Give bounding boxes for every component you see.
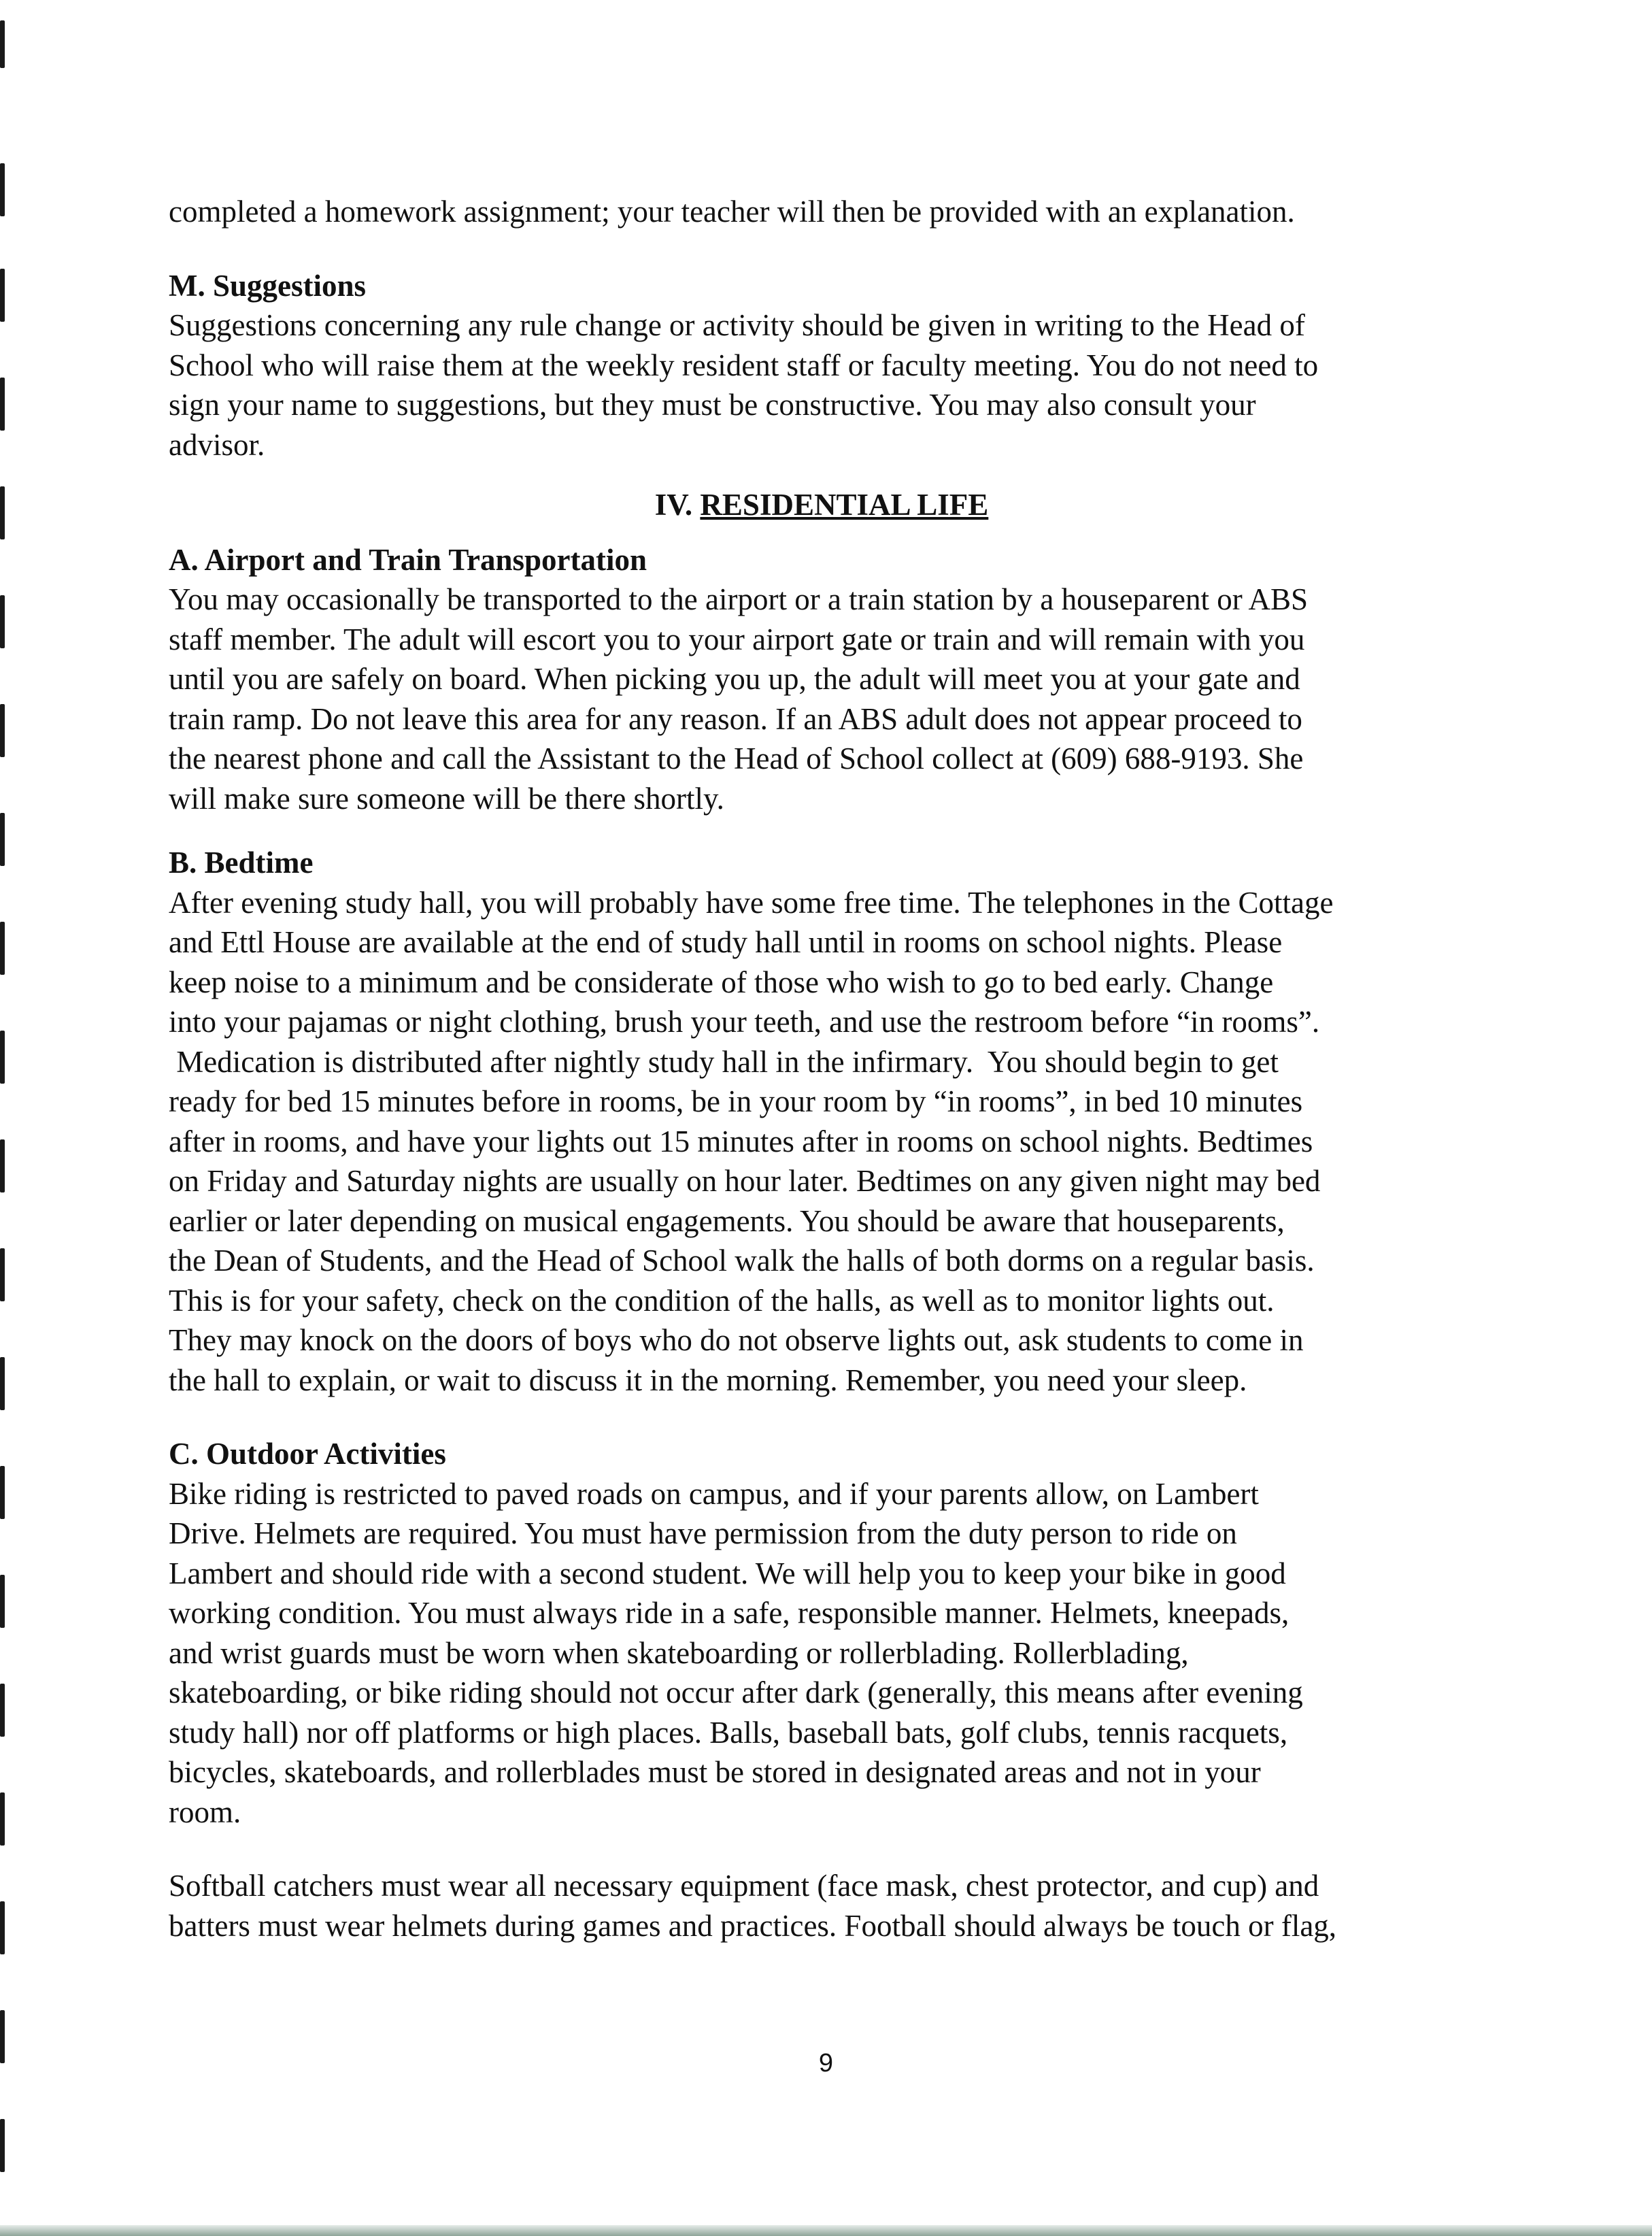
section-heading: B. Bedtime <box>169 846 314 880</box>
text-line: until you are safely on board. When picking you up, the adult will meet you at your gate and <box>169 662 1300 696</box>
binding-mark <box>0 378 5 431</box>
binding-mark <box>0 595 5 648</box>
airport-section <box>169 540 1474 819</box>
text-line: keep noise to a minimum and be considerate of those who wish to go to bed early. Change <box>169 965 1274 999</box>
text-line: Bike riding is restricted to paved roads on campus, and if your parents allow, on Lambert <box>169 1476 1259 1511</box>
text-line: earlier or later depending on musical engagements. You should be aware that houseparents, <box>169 1203 1285 1238</box>
intro-paragraph <box>169 192 1474 232</box>
text-line: on Friday and Saturday nights are usually on hour later. Bedtimes on any given night may bed <box>169 1164 1321 1198</box>
binding-mark <box>0 269 5 322</box>
binding-mark <box>0 1792 5 1846</box>
binding-mark <box>0 704 5 757</box>
text-line: the hall to explain, or wait to discuss it in the morning. Remember, you need your sleep. <box>169 1363 1247 1397</box>
binding-mark <box>0 1248 5 1301</box>
binding-mark <box>0 1901 5 1954</box>
text-line: Medication is distributed after nightly study hall in the infirmary. You should begin to get <box>169 1044 1279 1079</box>
binding-mark <box>0 2119 5 2172</box>
text-line: School who will raise them at the weekly resident staff or faculty meeting. You do not need to <box>169 348 1319 382</box>
text-line: ready for bed 15 minutes before in rooms, be in your room by “in rooms”, in bed 10 minutes <box>169 1084 1303 1118</box>
text-line: sign your name to suggestions, but they must be constructive. You may also consult your <box>169 388 1256 422</box>
chapter-number: IV. <box>654 488 693 522</box>
text-line: study hall) nor off platforms or high places. Balls, baseball bats, golf clubs, tennis racquets, <box>169 1715 1288 1750</box>
bedtime-section <box>169 843 1474 1400</box>
text-line: after in rooms, and have your lights out 15 minutes after in rooms on school nights. Bedtimes <box>169 1124 1313 1158</box>
suggestions-section <box>169 266 1474 465</box>
text-line: bicycles, skateboards, and rollerblades must be stored in designated areas and not in your <box>169 1755 1261 1789</box>
text-line: This is for your safety, check on the condition of the halls, as well as to monitor lights out. <box>169 1283 1275 1318</box>
outdoor-section <box>169 1434 1474 1946</box>
text-line: room. <box>169 1795 241 1829</box>
text-line: skateboarding, or bike riding should not occur after dark (generally, this means after evening <box>169 1675 1303 1709</box>
page-bottom-edge <box>0 2225 1652 2236</box>
text-line: will make sure someone will be there shortly. <box>169 781 724 816</box>
binding-mark <box>0 163 5 216</box>
text-line: staff member. The adult will escort you to your airport gate or train and will remain with you <box>169 622 1305 656</box>
text-line: Lambert and should ride with a second student. We will help you to keep your bike in good <box>169 1556 1286 1590</box>
text-line: and Ettl House are available at the end of study hall until in rooms on school nights. Please <box>169 925 1283 959</box>
text-line: completed a homework assignment; your teacher will then be provided with an explanation. <box>169 195 1295 229</box>
text-line: Softball catchers must wear all necessary equipment (face mask, chest protector, and cup) and <box>169 1869 1319 1903</box>
binding-mark <box>0 1357 5 1410</box>
text-line: They may knock on the doors of boys who do not observe lights out, ask students to come in <box>169 1323 1304 1357</box>
chapter-title <box>169 485 1474 525</box>
binding-mark <box>0 486 5 539</box>
binding-mark <box>0 1684 5 1737</box>
text-line: Suggestions concerning any rule change or activity should be given in writing to the Head of <box>169 308 1305 342</box>
binding-mark <box>0 1031 5 1084</box>
section-heading: A. Airport and Train Transportation <box>169 542 647 577</box>
section-heading: C. Outdoor Activities <box>169 1437 446 1471</box>
binding-mark <box>0 1575 5 1628</box>
text-line: train ramp. Do not leave this area for any reason. If an ABS adult does not appear proceed to <box>169 701 1302 736</box>
text-line: After evening study hall, you will probably have some free time. The telephones in the Cottage <box>169 885 1334 920</box>
page-number: 9 <box>818 2049 834 2078</box>
text-line: the Dean of Students, and the Head of School walk the halls of both dorms on a regular basis. <box>169 1244 1315 1278</box>
binding-mark <box>0 813 5 866</box>
binding-mark <box>0 1466 5 1519</box>
binding-mark <box>0 20 5 68</box>
text-line: advisor. <box>169 427 265 462</box>
section-heading: M. Suggestions <box>169 268 367 303</box>
chapter-name: RESIDENTIAL LIFE <box>700 488 989 522</box>
binding-mark <box>0 922 5 975</box>
text-line: the nearest phone and call the Assistant to the Head of School collect at (609) 688-9193. She <box>169 741 1304 775</box>
text-line: and wrist guards must be worn when skateboarding or rollerblading. Rollerblading, <box>169 1635 1189 1670</box>
text-line: working condition. You must always ride in a safe, responsible manner. Helmets, kneepads, <box>169 1596 1289 1630</box>
binding-mark <box>0 1139 5 1192</box>
text-line: You may occasionally be transported to the airport or a train station by a houseparent or ABS <box>169 582 1309 616</box>
text-line: batters must wear helmets during games and practices. Football should always be touch or flag, <box>169 1908 1337 1943</box>
document-body <box>169 192 1474 1946</box>
text-line: into your pajamas or night clothing, brush your teeth, and use the restroom before “in rooms”. <box>169 1005 1320 1039</box>
text-line: Drive. Helmets are required. You must have permission from the duty person to ride on <box>169 1516 1237 1550</box>
